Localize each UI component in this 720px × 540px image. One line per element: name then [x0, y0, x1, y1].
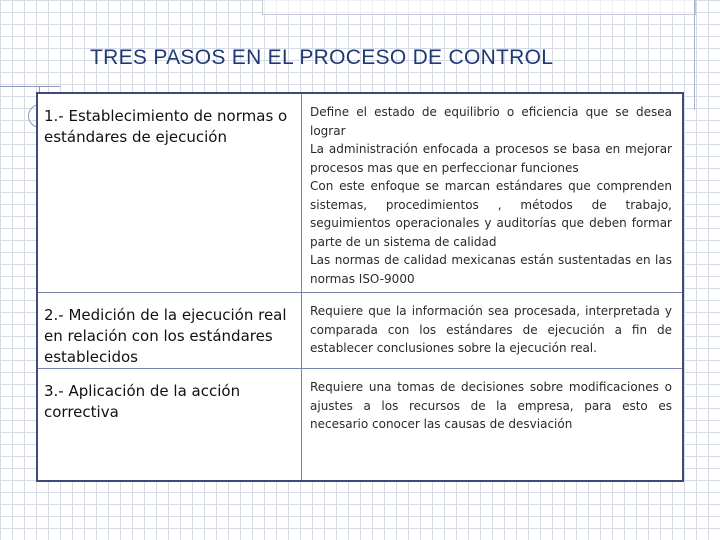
description-line: Las normas de calidad mexicanas están sustentadas en las normas ISO-9000	[310, 253, 672, 286]
step-label: 2.- Medición de la ejecución real en relación con los estándares establecidos	[38, 293, 302, 368]
description-line: Requiere una tomas de decisiones sobre modificaciones o ajustes a los recursos de la empresa, para esto es necesario conocer las causas de desviación	[310, 380, 672, 431]
description-line: La administración enfocada a procesos se basa en mejorar procesos mas que en perfeccionar funciones	[310, 142, 672, 175]
description-line: Requiere que la información sea procesada, interpretada y comparada con los estándares de ejecución a fin de establecer conclusiones sobre la ejecución real.	[310, 304, 672, 355]
table-row	[38, 94, 682, 293]
description-line: Define el estado de equilibrio o eficiencia que se desea lograr	[310, 105, 672, 138]
step-description	[302, 293, 682, 368]
decorative-vertical-line	[694, 0, 695, 110]
slide-title: TRES PASOS EN EL PROCESO DE CONTROL	[90, 46, 554, 69]
step-label: 3.- Aplicación de la acción correctiva	[38, 369, 302, 480]
step-description	[302, 369, 682, 480]
step-label: 1.- Establecimiento de normas o estándares de ejecución	[38, 94, 302, 292]
table-row	[38, 293, 682, 369]
decorative-top-box	[262, 0, 696, 15]
step-description	[302, 94, 682, 292]
table-row	[38, 369, 682, 480]
decorative-horizontal-line	[0, 86, 60, 87]
control-steps-table	[36, 92, 684, 482]
description-line: Con este enfoque se marcan estándares que comprenden sistemas, procedimientos , métodos de trabajo, seguimientos operacionales y auditorías que deben formar parte de un sistema de calidad	[310, 179, 672, 249]
